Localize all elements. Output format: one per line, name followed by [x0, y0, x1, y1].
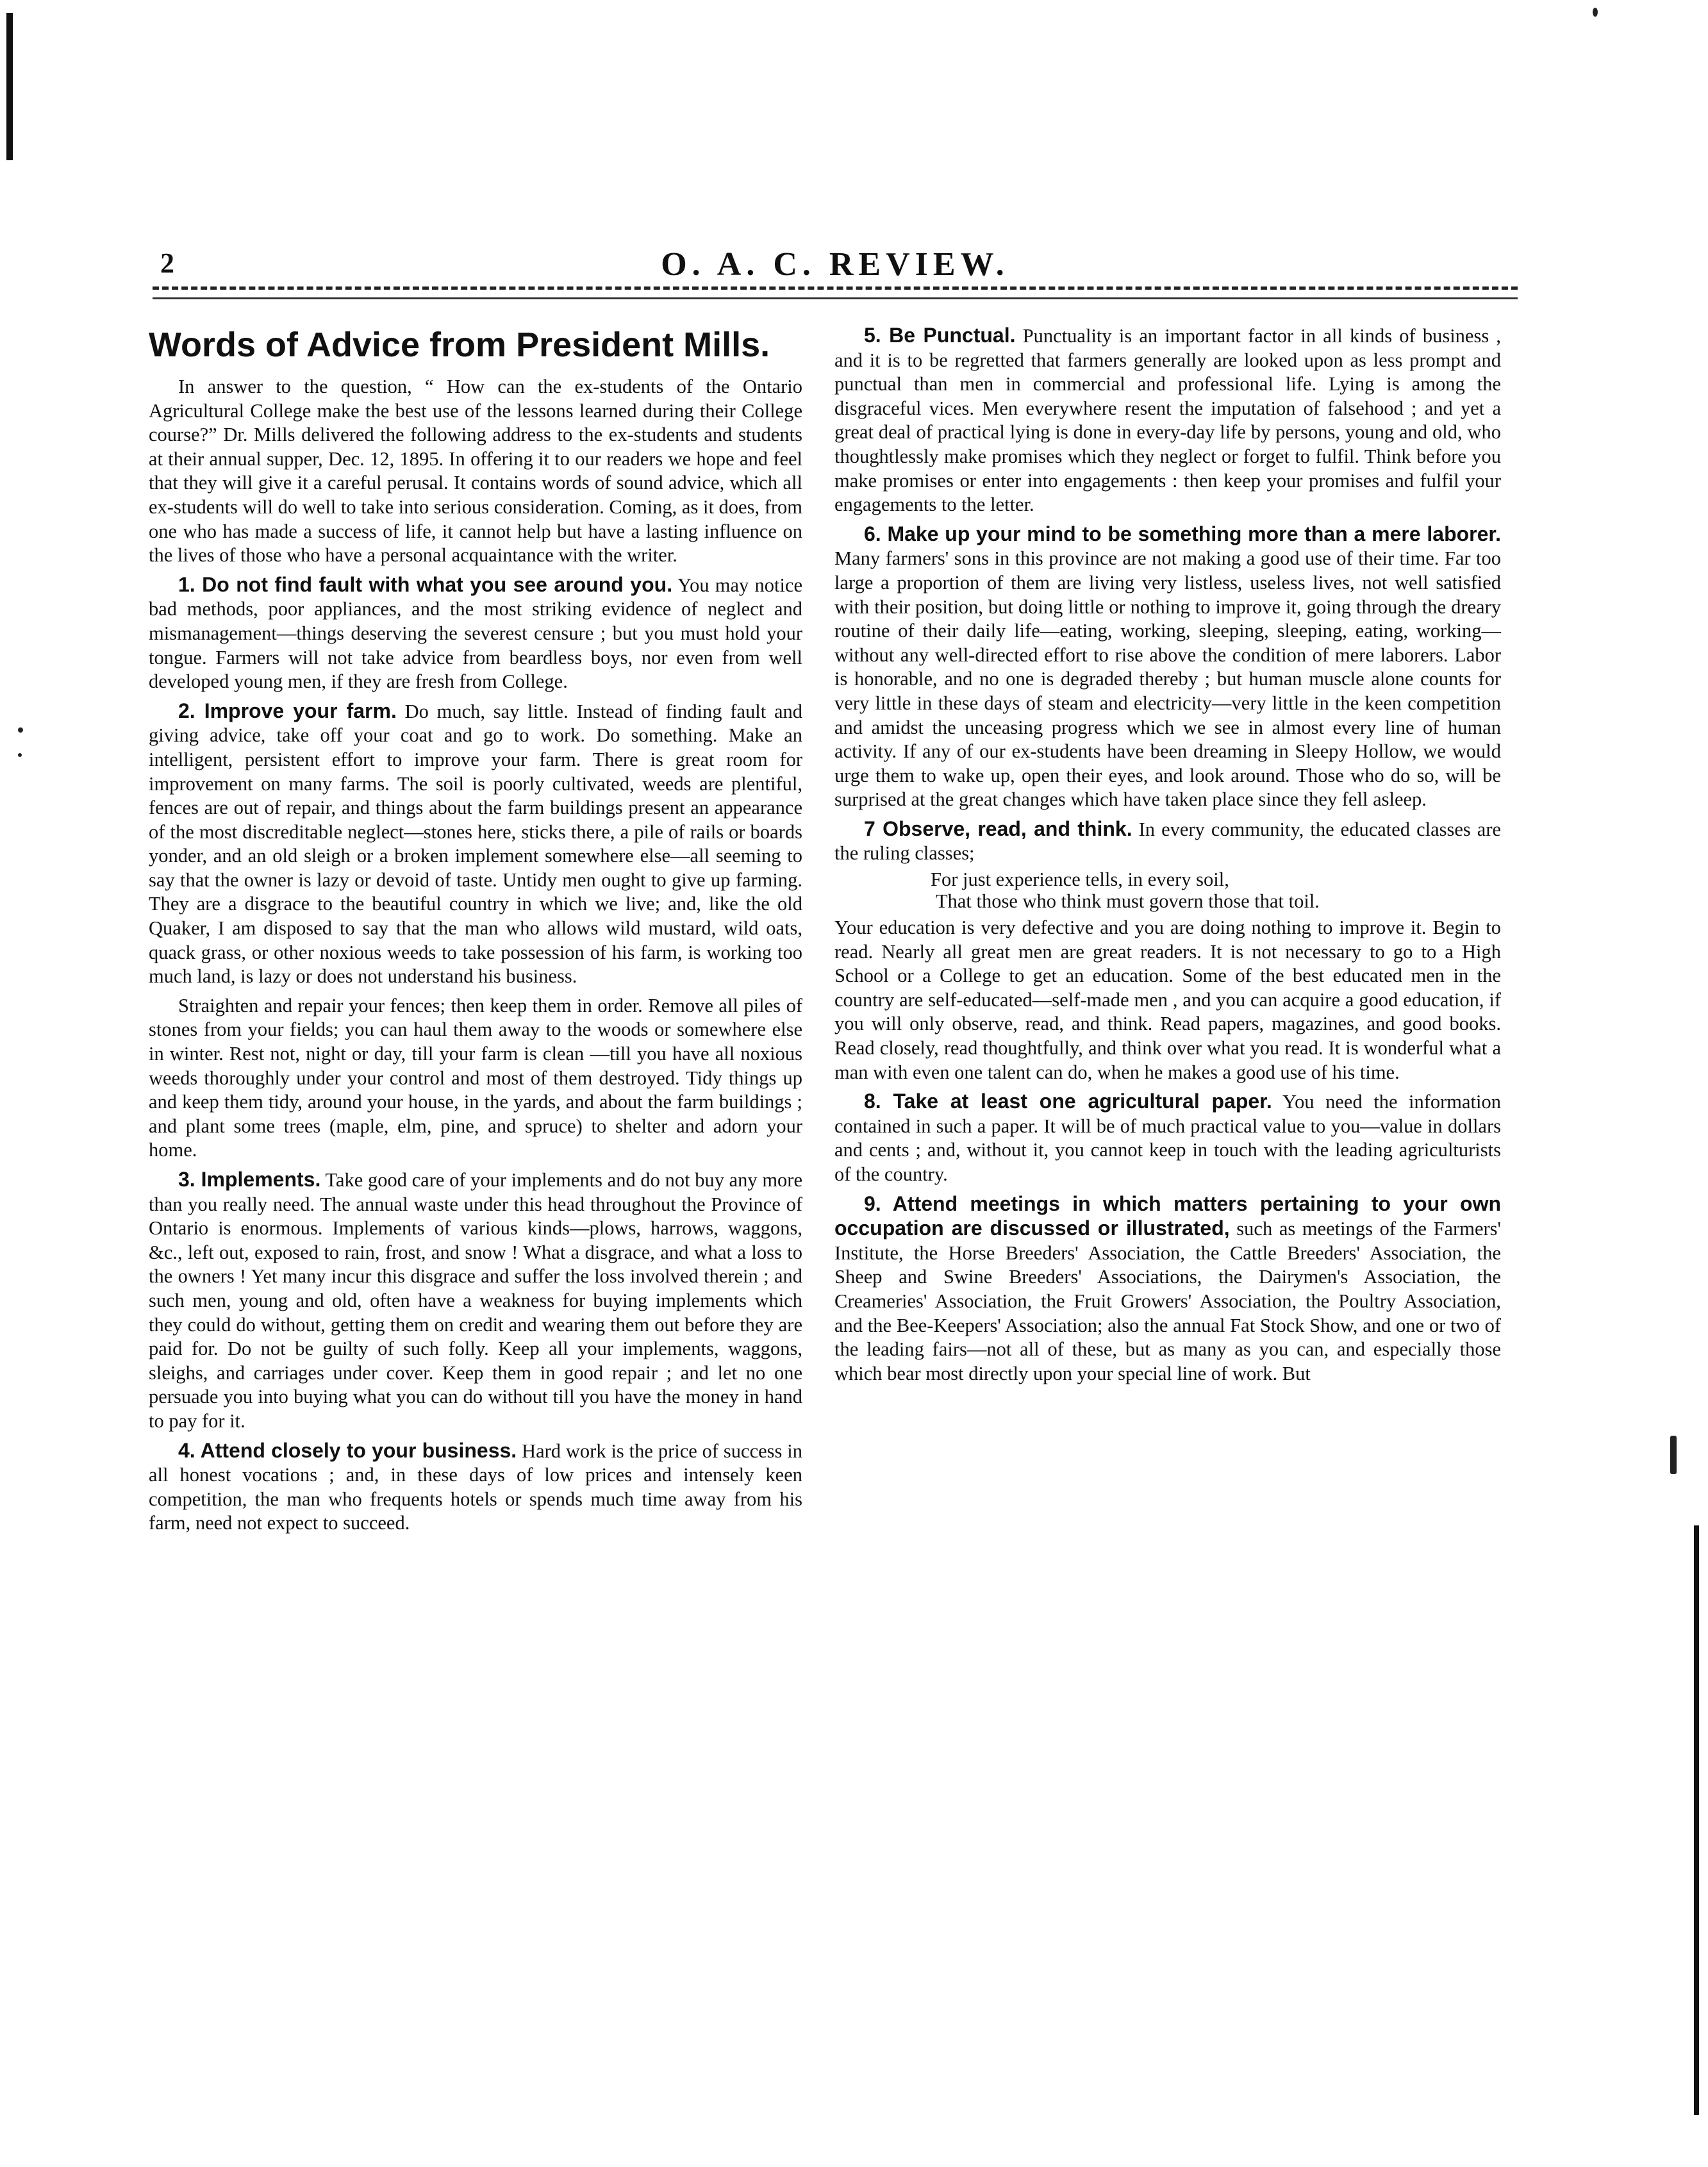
scan-left-edge: [6, 13, 13, 160]
point-heading: 4. Attend closely to your business.: [178, 1438, 517, 1462]
point-text: such as meetings of the Farmers' Institute, the Horse Breeders' Association, the Cattle Breeders' Association, the Sheep and Swine Breeders' Associations, the Dairymen's Association, the Creameries' Association, the Fruit Growers' Association, the Poultry Association, and the Bee-Keepers' Association; also the annual Fat Stock Show, and one or two of the leading fairs—not all of these, but as many as you can, and especially those which bear most directly upon your special line of work. But: [834, 1218, 1502, 1384]
point-text: In every community, the educated classes are the ruling classes;: [834, 818, 1502, 865]
page-header: [153, 247, 1518, 285]
point-paragraph: [834, 1192, 1501, 1386]
point-heading: 7 Observe, read, and think.: [864, 817, 1132, 840]
point-text: Many farmers' sons in this province are not making a good use of their time. Far too large a proportion of them are living very listless, useless lives, not well satisfied with their position, but doing little or nothing to improve it, going through the dreary routine of their daily life—eating, working, sleeping, sleeping, eating, working—without any well-directed effort to rise above the condition of mere laborers. Labor is honorable, and no one is degraded thereby ; but human muscle alone counts for very little in these days of steam and electricity—very little in the keen competition and amidst the unceasing progress which we see in almost every line of human activity. If any of our ex-students have been dreaming in Sleepy Hollow, we would urge them to wake up, open their eyes, and look around. Those who do so, will be surprised at the great changes which have taken place since they fell asleep.: [834, 547, 1501, 811]
point-heading: 6. Make up your mind to be something more than a mere laborer.: [864, 522, 1501, 545]
point-paragraph: [149, 1439, 802, 1536]
scan-speck: [18, 727, 23, 733]
verse-quote: [834, 868, 1501, 912]
header-rule-top: [153, 286, 1518, 290]
masthead-title: O. A. C. REVIEW.: [661, 246, 1009, 283]
point-paragraph: [149, 573, 802, 694]
point-text: Take good care of your implements and do not buy any more than you really need. The annual waste under this head throughout the Province of Ontario is enormous. Implements of various kinds—plows, harrows, waggons, &c., left out, exposed to rain, frost, and snow ! What a disgrace, and what a loss to the owners ! Yet many incur this disgrace and suffer the loss involved therein ; and such men, young and old, often have a weakness for buying implements which they could do without, getting them on credit and wearing them out before they are paid for. Do not be guilty of such folly. Keep all your implements, waggons, sleighs, and carriages under cover. Keep them in good repair ; and let no one persuade you into buying what you can do without till you have the money in hand to pay for it.: [149, 1169, 802, 1432]
left-column: [149, 324, 802, 1536]
header-rule-bottom: [153, 297, 1518, 299]
point-paragraph: [149, 699, 802, 989]
page-number: 2: [160, 247, 174, 279]
article-title: Words of Advice from President Mills.: [149, 326, 770, 364]
point-text: You may notice bad methods, poor appliances, and the most striking evidence of neglect and mismanagement—things deserving the severest censure ; but you must hold your tongue. Farmers will not take advice from beardless boys, nor even from well developed young men, if they are fresh from College.: [149, 574, 803, 693]
point-heading: 5. Be Punctual.: [864, 324, 1016, 347]
point-heading: 1. Do not find fault with what you see around you.: [178, 572, 673, 596]
point-paragraph: [834, 817, 1501, 866]
point-text: Punctuality is an important factor in all kinds of business , and it is to be regretted that farmers generally are looked upon as less prompt and punctual than men in commercial and professional life. Lying is among the disgraceful vices. Men everywhere resent the imputation of falsehood ; and yet a great deal of practical lying is done in every-day life by persons, young and old, who thoughtlessly make promises which they neglect or forget to fulfil. Think before you make promises or enter into engagements : then keep your promises and fulfil your engagements to the letter.: [834, 325, 1502, 516]
right-column: [834, 324, 1501, 1391]
point-text: You need the information contained in such a paper. It will be of much practical value to you—value in dollars and cents ; and, without it, you cannot keep in touch with the leading agriculturists of the country.: [834, 1091, 1501, 1185]
point-text: Hard work is the price of success in all honest vocations ; and, in these days of low prices and intensely keen competition, the man who frequents hotels or spends much time away from his farm, need not expect to succeed.: [149, 1440, 802, 1534]
point-text: Do much, say little. Instead of finding fault and giving advice, take off your coat and go to work. Do something. Make an intelligent, persistent effort to improve your farm. There is great room for improvement on many farms. The soil is poorly cultivated, weeds are plentiful, fences are out of repair, and things about the farm buildings present an appearance of the most discreditable neglect—stones here, sticks there, a pile of rails or boards yonder, and an old sleigh or a broken implement somewhere else—all seeming to say that the owner is lazy or devoid of taste. Untidy men ought to give up farming. They are a disgrace to the beautiful country in which we live; and, like the old Quaker, I am disposed to say that the man who allows wild mustard, wild oats, quack grass, or other noxious weeds to take possession of his farm, is working too much land, is lazy or does not understand his business.: [149, 700, 803, 988]
point-paragraph: [149, 1168, 802, 1434]
continuation-paragraph: [149, 994, 802, 1163]
continuation-paragraph: [834, 916, 1501, 1084]
intro-paragraph: In answer to the question, “ How can the ex-students of the Ontario Agricultural College make the best use of the lessons learned during their College course?” Dr. Mills delivered the following address to the ex-students and students at their annual supper, Dec. 12, 1895. In offering it to our readers we hope and feel that they will give it a careful perusal. It contains words of sound advice, which all ex-students will do well to take into serious consideration. Coming, as it does, from one who has made a success of life, it cannot help but have a lasting influence on the lives of those who have a personal acquaintance with the writer.: [149, 376, 802, 567]
scan-speck: [18, 753, 22, 757]
point-paragraph: [834, 522, 1501, 812]
point-heading: 8. Take at least one agricultural paper.: [864, 1090, 1272, 1113]
point-text: Straighten and repair your fences; then keep them in order. Remove all piles of stones from your fields; you can haul them away to the woods or somewhere else in winter. Rest not, night or day, till your farm is clean —till you have all noxious weeds thoroughly under your control and most of them destroyed. Tidy things up and keep them tidy, around your house, in the yards, and about the farm buildings ; and plant some trees (maple, elm, pine, and spruce) to shelter and adorn your home.: [149, 994, 802, 1161]
point-text: Your education is very defective and you are doing nothing to improve it. Begin to read. Nearly all great men are great readers. It is not necessary to go to a High School or a College to get an education. Some of the best educated men in the country are self-educated—self-made men , and you can acquire a good education, if you will only observe, read, and think. Read papers, magazines, and good books. Read closely, read thoughtfully, and think over what you read. It is wonderful what a man with even one talent can do, when he makes a good use of his time.: [834, 917, 1501, 1083]
scan-right-edge: [1694, 1525, 1699, 2115]
point-heading: 2. Improve your farm.: [178, 699, 397, 722]
scan-speck: [1670, 1436, 1677, 1474]
point-heading: 9. Attend meetings in which matters pertaining to your own occupation are discussed or illustrated,: [834, 1191, 1501, 1240]
point-paragraph: [834, 1090, 1501, 1186]
verse-line: For just experience tells, in every soil,: [931, 868, 1229, 891]
point-heading: 3. Implements.: [178, 1168, 321, 1191]
verse-line: That those who think must govern those that toil.: [936, 890, 1320, 913]
scan-speck: [1593, 8, 1598, 17]
point-paragraph: [834, 324, 1501, 517]
